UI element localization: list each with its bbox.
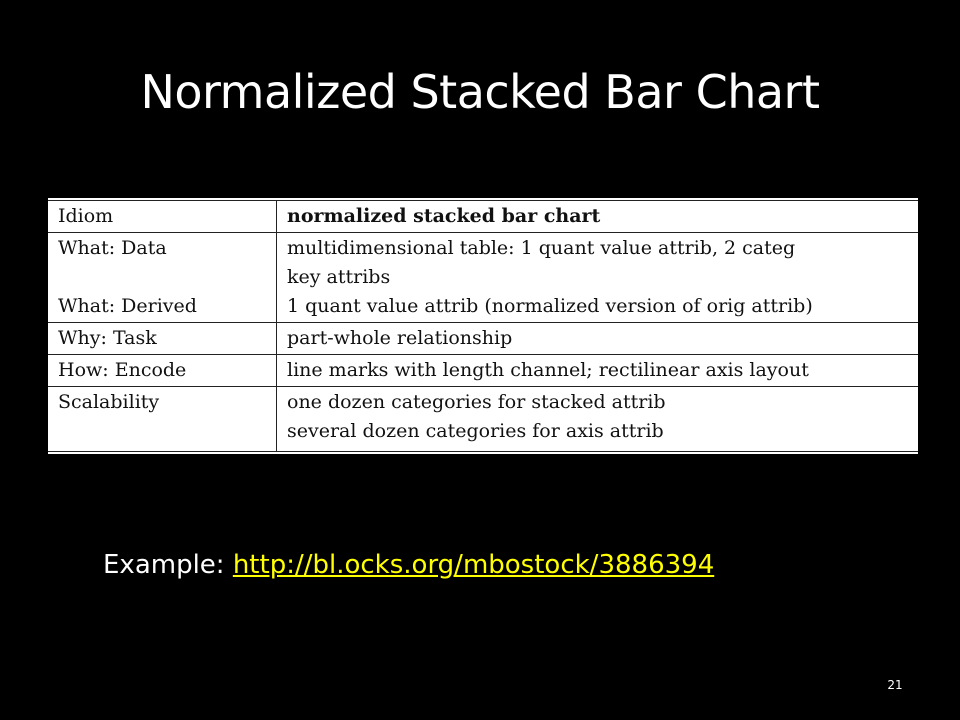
example-line [103, 547, 714, 583]
page-number: 21 [887, 678, 903, 692]
row-label-why: Why: Task [48, 323, 277, 355]
example-prefix: Example: [103, 550, 233, 580]
row-value-what-data-cont: key attribs [287, 266, 391, 288]
row-label-scalability-text: Scalability [58, 391, 160, 413]
table-row-scalability [48, 387, 918, 452]
idiom-table-grid [48, 200, 918, 452]
row-value-scalability [277, 387, 919, 452]
row-label-what-blank [58, 263, 276, 292]
row-value-scalability-stacked: one dozen categories for stacked attrib [287, 391, 666, 413]
example-link[interactable]: http://bl.ocks.org/mbostock/3886394 [232, 550, 715, 580]
row-value-what-derived: 1 quant value attrib (normalized version of orig attrib) [287, 295, 813, 317]
row-label-scalability [48, 387, 277, 452]
table-row-idiom [48, 201, 918, 233]
row-value-what [277, 233, 919, 323]
table-row-what [48, 233, 918, 323]
table-row-how [48, 355, 918, 387]
row-label-what-derived: What: Derived [58, 295, 197, 317]
row-label-what-data: What: Data [58, 237, 167, 259]
row-value-idiom: normalized stacked bar chart [277, 201, 919, 233]
row-value-why: part-whole relationship [277, 323, 919, 355]
row-label-idiom: Idiom [48, 201, 277, 233]
row-value-scalability-axis: several dozen categories for axis attrib [287, 420, 664, 442]
row-value-what-data: multidimensional table: 1 quant value attrib, 2 categ [287, 237, 796, 259]
row-label-what [48, 233, 277, 323]
table-row-why [48, 323, 918, 355]
row-label-how: How: Encode [48, 355, 277, 387]
row-value-how: line marks with length channel; rectilinear axis layout [277, 355, 919, 387]
idiom-table [48, 198, 918, 454]
slide-title: Normalized Stacked Bar Chart [140, 65, 820, 119]
